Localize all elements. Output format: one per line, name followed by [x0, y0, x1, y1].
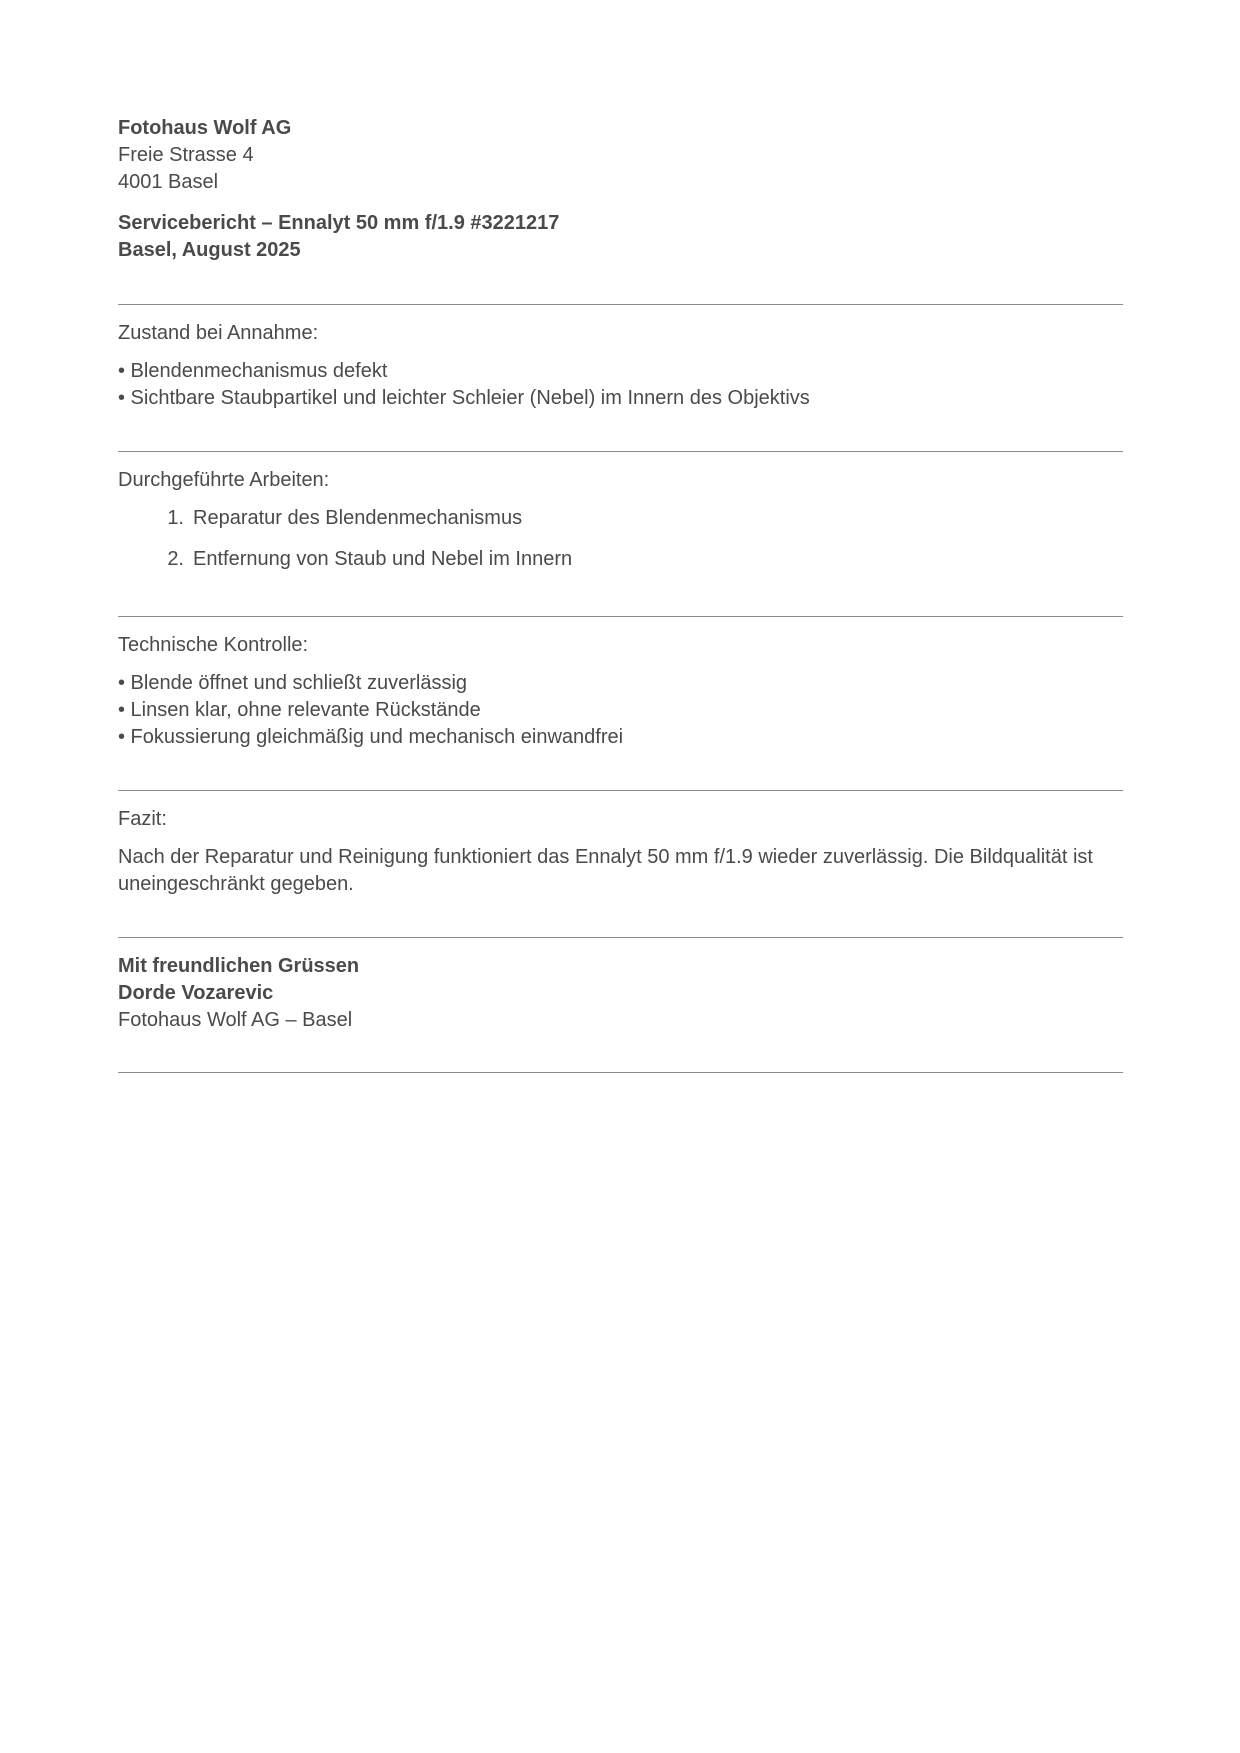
condition-heading: Zustand bei Annahme: — [118, 322, 319, 344]
work-list — [118, 505, 1123, 573]
work-item-text: Reparatur des Blendenmechanismus — [193, 507, 523, 529]
conclusion-heading: Fazit: — [118, 808, 167, 830]
control-item: • Linsen klar, ohne relevante Rückstände — [118, 699, 481, 721]
condition-item: • Blendenmechanismus defekt — [118, 360, 388, 382]
sender-street: Freie Strasse 4 — [118, 144, 254, 166]
service-report-document — [118, 115, 1123, 1073]
sender-address — [118, 115, 1123, 196]
closing-greeting: Mit freundlichen Grüssen — [118, 955, 360, 977]
work-item — [118, 546, 1123, 573]
signer-company: Fotohaus Wolf AG – Basel — [118, 1009, 353, 1031]
place-date: Basel, August 2025 — [118, 239, 301, 261]
sender-company: Fotohaus Wolf AG — [118, 117, 292, 139]
closing-block — [118, 953, 1123, 1034]
report-title: Servicebericht – Ennalyt 50 mm f/1.9 #3221217 — [118, 212, 560, 234]
control-section — [118, 632, 1123, 751]
signer-name: Dorde Vozarevic — [118, 982, 274, 1004]
condition-item: • Sichtbare Staubpartikel und leichter Schleier (Nebel) im Innern des Objektivs — [118, 387, 810, 409]
conclusion-text: Nach der Reparatur und Reinigung funktioniert das Ennalyt 50 mm f/1.9 wieder zuverlässig. Die Bildqualität ist uneingeschränkt gegeben. — [118, 846, 1093, 895]
work-item — [118, 505, 1123, 532]
work-item-number: 2. — [167, 548, 184, 570]
work-heading: Durchgeführte Arbeiten: — [118, 469, 330, 491]
control-item: • Fokussierung gleichmäßig und mechanisch einwandfrei — [118, 726, 624, 748]
subject-block — [118, 210, 1123, 264]
work-item-number: 1. — [167, 507, 184, 529]
condition-section — [118, 320, 1123, 412]
conclusion-section — [118, 806, 1123, 898]
divider — [118, 1072, 1123, 1073]
control-heading: Technische Kontrolle: — [118, 634, 309, 656]
work-item-text: Entfernung von Staub und Nebel im Innern — [193, 548, 573, 570]
sender-city: 4001 Basel — [118, 171, 219, 193]
control-item: • Blende öffnet und schließt zuverlässig — [118, 672, 468, 694]
work-section — [118, 467, 1123, 573]
